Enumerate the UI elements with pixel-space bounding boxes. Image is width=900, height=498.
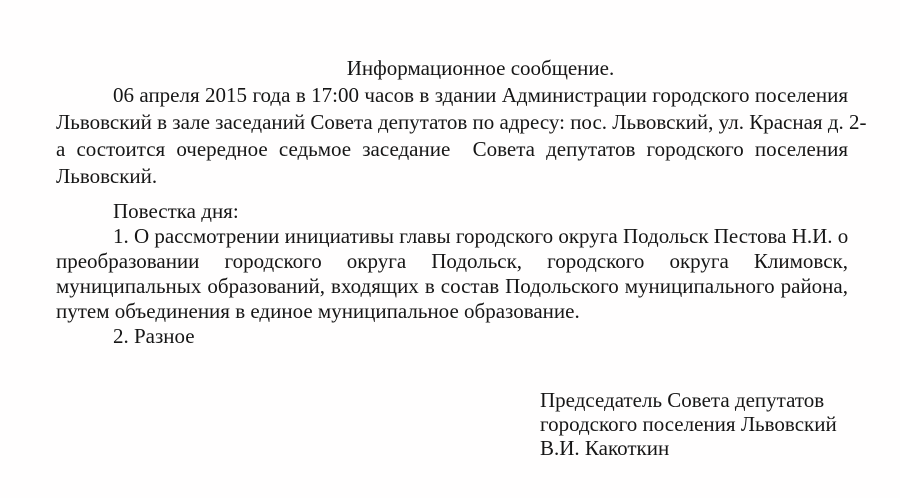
document-title: Информационное сообщение. (346, 56, 615, 80)
agenda-item-1-line-3: муниципальных образований, входящих в состав Подольского муниципального района, (56, 274, 848, 298)
intro-line-1: 06 апреля 2015 года в 17:00 часов в здании Администрации городского поселения (113, 83, 848, 107)
signature-role-line-1: Председатель Совета депутатов (540, 388, 825, 412)
signature-name: В.И. Какоткин (540, 436, 670, 460)
signature-block (540, 388, 848, 460)
agenda-heading: Повестка дня: (113, 199, 239, 223)
document-content (56, 55, 867, 460)
agenda-item-1-line-2: преобразовании городского округа Подольск, городского округа Климовск, (56, 249, 848, 273)
intro-line-4: Львовский. (56, 164, 158, 188)
signature-role-line-2: городского поселения Львовский (540, 412, 837, 436)
intro-paragraph (56, 82, 867, 190)
intro-line-2: Львовский в зале заседаний Совета депутатов по адресу: пос. Львовский, ул. Красная д. 2- (56, 110, 867, 134)
intro-line-3: а состоится очередное седьмое заседание Совета депутатов городского поселения (56, 137, 848, 161)
agenda-item-2: 2. Разное (113, 324, 195, 348)
agenda-item-1-line-1: 1. О рассмотрении инициативы главы городского округа Подольск Пестова Н.И. о (113, 224, 849, 248)
agenda-item-1-line-4: путем объединения в единое муниципальное образование. (56, 299, 580, 323)
agenda-item-1 (56, 224, 848, 324)
